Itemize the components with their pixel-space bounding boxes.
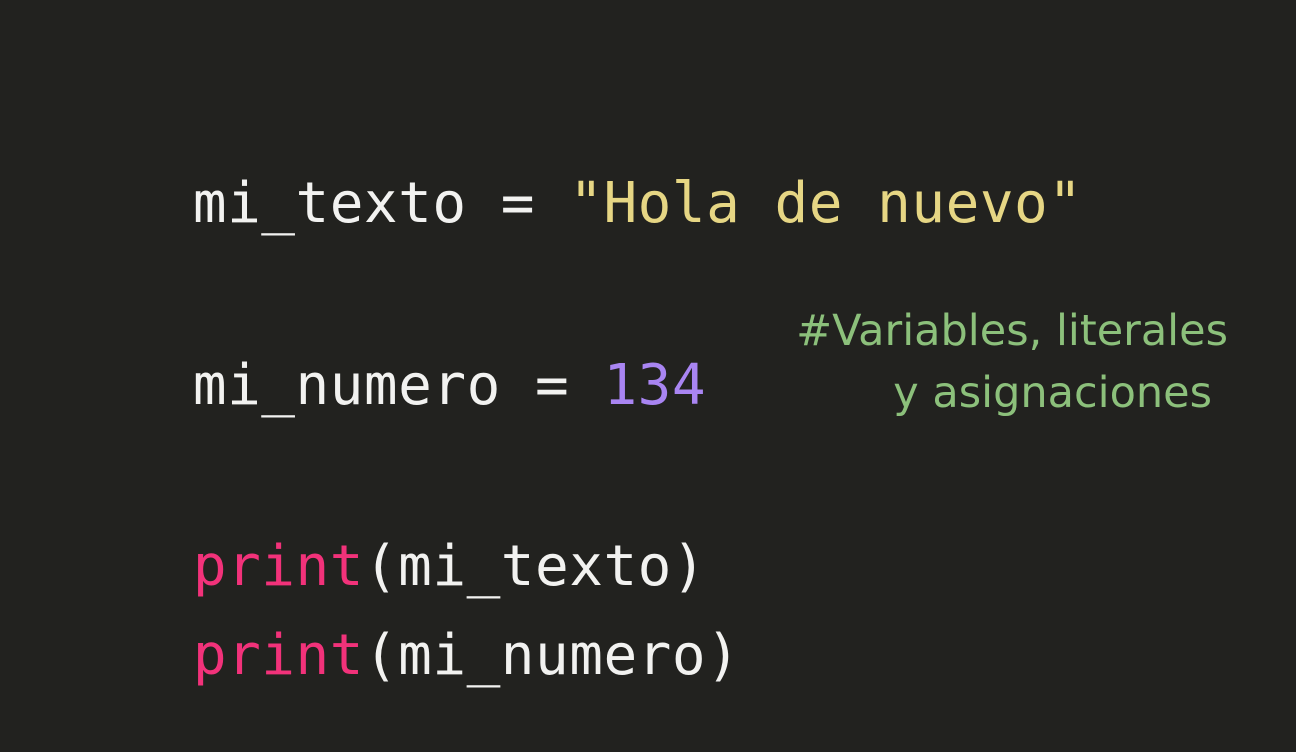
whitespace xyxy=(535,171,569,236)
number-literal: 134 xyxy=(603,353,707,418)
code-line-mi-texto xyxy=(56,108,1083,236)
open-paren: ( xyxy=(363,623,399,688)
identifier-mi-texto: mi_texto xyxy=(398,534,672,599)
comment-line-2: y asignaciones xyxy=(893,368,1212,418)
builtin-print: print xyxy=(192,623,364,688)
builtin-print: print xyxy=(192,534,364,599)
identifier-mi-numero: mi_numero xyxy=(398,623,707,688)
assignment-operator: = xyxy=(500,171,536,236)
whitespace xyxy=(467,171,501,236)
code-line-print-mi-texto xyxy=(56,471,707,599)
close-paren: ) xyxy=(671,534,707,599)
whitespace xyxy=(501,353,535,418)
close-paren: ) xyxy=(706,623,741,688)
open-paren: ( xyxy=(363,534,399,599)
assignment-operator: = xyxy=(535,353,570,418)
code-comment xyxy=(700,300,1228,424)
code-line-print-mi-numero xyxy=(56,560,741,688)
code-line-mi-numero xyxy=(56,290,707,418)
identifier-mi-texto: mi_texto xyxy=(192,171,467,236)
whitespace xyxy=(569,353,603,418)
comment-line-1: #Variables, literales xyxy=(796,306,1228,356)
string-literal: "Hola de nuevo" xyxy=(569,171,1083,236)
identifier-mi-numero: mi_numero xyxy=(192,353,501,418)
